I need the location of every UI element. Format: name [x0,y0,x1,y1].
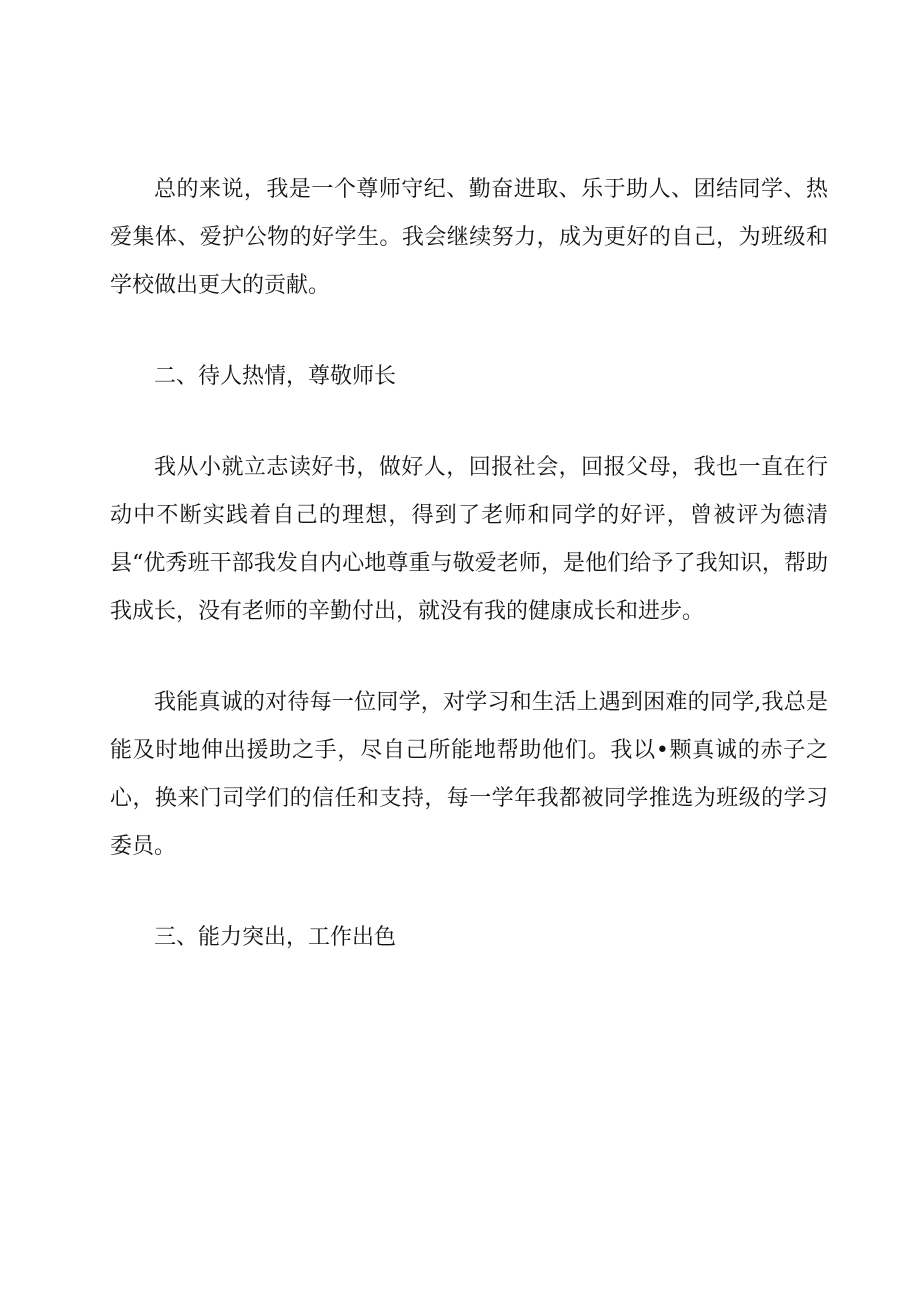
paragraph-summary: 总的来说，我是一个尊师守纪、勤奋进取、乐于助人、团结同学、热爱集体、爱护公物的好学生。我会继续努力，成为更好的自己，为班级和学校做出更大的贡献。 [110,177,828,298]
section-heading-3: 三、能力突出，工作出色 [154,925,397,950]
document-body [110,166,828,1005]
section-heading-2: 二、待人热情，尊敬师长 [154,364,397,389]
paragraph-help-classmates: 我能真诚的对待每一位同学，对学习和生活上遇到困难的同学,我总是能及时地伸出援助之手，尽自己所能地帮助他们。我以•颗真诚的赤子之心，换来门司学们的信任和支持，每一学年我都被同学推选为班级的学习委员。 [110,690,828,859]
paragraph-respect-teachers: 我从小就立志读好书，做好人，回报社会，回报父母，我也一直在行动中不断实践着自己的理想，得到了老师和同学的好评，曾被评为德清县“优秀班干部我发自内心地尊重与敬爱老师，是他们给予了我知识，帮助我成长，没有老师的辛勤付出，就没有我的健康成长和进步。 [110,455,828,624]
